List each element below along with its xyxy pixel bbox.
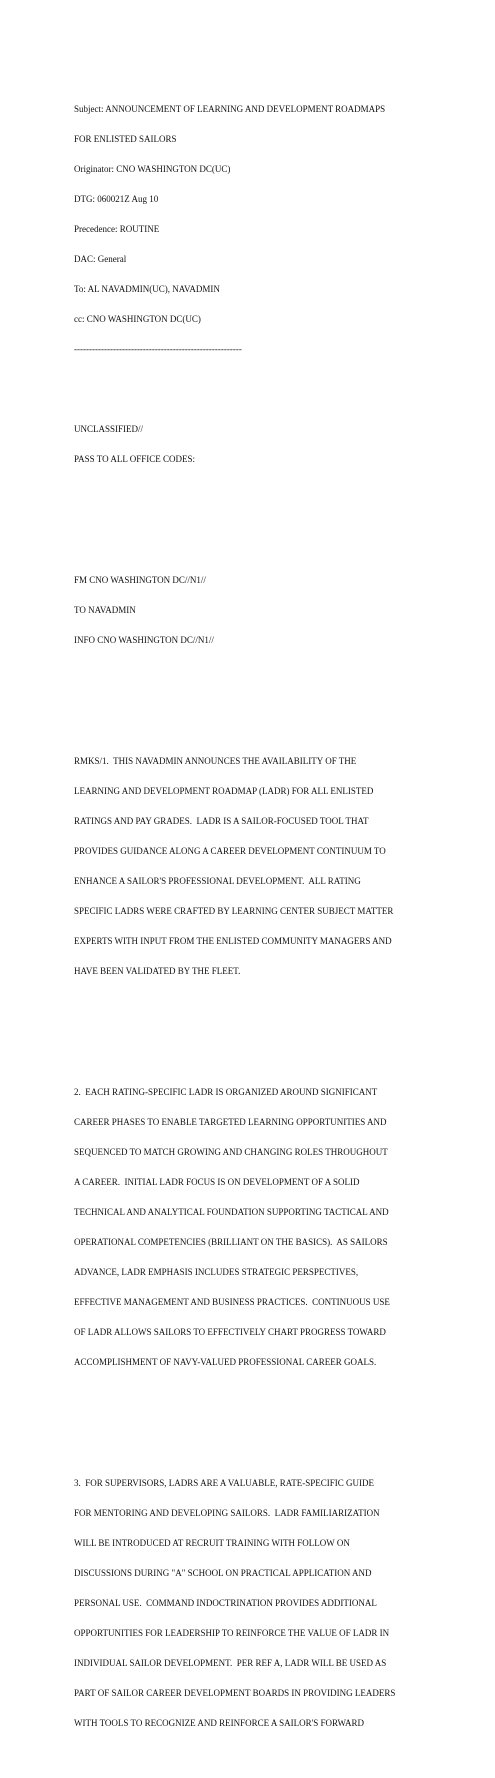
cc-line: cc: CNO WASHINGTON DC(UC): [74, 314, 201, 324]
dac-line: DAC: General: [74, 254, 127, 264]
paragraph-line: ADVANCE, LADR EMPHASIS INCLUDES STRATEGIC PERSPECTIVES,: [74, 1267, 359, 1277]
paragraph-line: INDIVIDUAL SAILOR DEVELOPMENT. PER REF A, LADR WILL BE USED AS: [74, 1658, 387, 1668]
paragraph-line: EXPERTS WITH INPUT FROM THE ENLISTED COMMUNITY MANAGERS AND: [74, 936, 392, 946]
to-line: To: AL NAVADMIN(UC), NAVADMIN: [74, 284, 220, 294]
routing-from: FM CNO WASHINGTON DC//N1//: [74, 575, 206, 585]
paragraph-line: RATINGS AND PAY GRADES. LADR IS A SAILOR-FOCUSED TOOL THAT: [74, 816, 369, 826]
paragraph-line: WILL BE INTRODUCED AT RECRUIT TRAINING WITH FOLLOW ON: [74, 1538, 350, 1548]
precedence-line: Precedence: ROUTINE: [74, 224, 160, 234]
dtg-line: DTG: 060021Z Aug 10: [74, 194, 159, 204]
subject-line-1: Subject: ANNOUNCEMENT OF LEARNING AND DEVELOPMENT ROADMAPS: [74, 104, 386, 114]
paragraph-line: FOR MENTORING AND DEVELOPING SAILORS. LADR FAMILIARIZATION: [74, 1508, 380, 1518]
spacer: [74, 695, 486, 706]
pass-to-line: PASS TO ALL OFFICE CODES:: [74, 454, 196, 464]
paragraph-line: OF LADR ALLOWS SAILORS TO EFFECTIVELY CHART PROGRESS TOWARD: [74, 1327, 386, 1337]
classification-block: [74, 404, 486, 484]
paragraph-line: OPERATIONAL COMPETENCIES (BRILLIANT ON THE BASICS). AS SAILORS: [74, 1237, 388, 1247]
paragraph-line: DISCUSSIONS DURING "A" SCHOOL ON PRACTICAL APPLICATION AND: [74, 1568, 372, 1578]
routing-info: INFO CNO WASHINGTON DC//N1//: [74, 635, 214, 645]
paragraph-line: PERSONAL USE. COMMAND INDOCTRINATION PROVIDES ADDITIONAL: [74, 1598, 377, 1608]
paragraph-line: PROVIDES GUIDANCE ALONG A CAREER DEVELOPMENT CONTINUUM TO: [74, 846, 386, 856]
paragraph-3: [74, 1458, 486, 1748]
paragraph-line: ENHANCE A SAILOR'S PROFESSIONAL DEVELOPMENT. ALL RATING: [74, 876, 361, 886]
paragraph-line: ACCOMPLISHMENT OF NAVY-VALUED PROFESSIONAL CAREER GOALS.: [74, 1357, 377, 1367]
routing-block: [74, 555, 486, 665]
routing-to: TO NAVADMIN: [74, 605, 136, 615]
paragraph-line: RMKS/1. THIS NAVADMIN ANNOUNCES THE AVAILABILITY OF THE: [74, 756, 357, 766]
classification-line: UNCLASSIFIED//: [74, 424, 144, 434]
paragraph-line: HAVE BEEN VALIDATED BY THE FLEET.: [74, 966, 241, 976]
message-header: [74, 84, 486, 374]
paragraph-line: A CAREER. INITIAL LADR FOCUS IS ON DEVELOPMENT OF A SOLID: [74, 1177, 360, 1187]
paragraph-line: OPPORTUNITIES FOR LEADERSHIP TO REINFORCE THE VALUE OF LADR IN: [74, 1628, 390, 1638]
spacer: [74, 1026, 486, 1037]
subject-line-2: FOR ENLISTED SAILORS: [74, 134, 177, 144]
paragraph-line: SPECIFIC LADRS WERE CRAFTED BY LEARNING CENTER SUBJECT MATTER: [74, 906, 394, 916]
paragraph-line: TECHNICAL AND ANALYTICAL FOUNDATION SUPPORTING TACTICAL AND: [74, 1207, 389, 1217]
paragraph-line: PART OF SAILOR CAREER DEVELOPMENT BOARDS IN PROVIDING LEADERS: [74, 1688, 396, 1698]
originator-line: Originator: CNO WASHINGTON DC(UC): [74, 164, 231, 174]
navadmin-message: [74, 54, 486, 1778]
paragraph-line: SEQUENCED TO MATCH GROWING AND CHANGING ROLES THROUGHOUT: [74, 1147, 388, 1157]
paragraph-line: WITH TOOLS TO RECOGNIZE AND REINFORCE A SAILOR'S FORWARD: [74, 1718, 364, 1728]
paragraph-line: 3. FOR SUPERVISORS, LADRS ARE A VALUABLE, RATE-SPECIFIC GUIDE: [74, 1478, 374, 1488]
paragraph-2: [74, 1067, 486, 1387]
spacer: [74, 514, 486, 525]
spacer: [74, 1417, 486, 1428]
header-divider: --------------------------------------------------------: [74, 344, 242, 354]
paragraph-line: LEARNING AND DEVELOPMENT ROADMAP (LADR) FOR ALL ENLISTED: [74, 786, 374, 796]
paragraph-1: [74, 736, 486, 996]
paragraph-line: 2. EACH RATING-SPECIFIC LADR IS ORGANIZED AROUND SIGNIFICANT: [74, 1087, 378, 1097]
paragraph-line: EFFECTIVE MANAGEMENT AND BUSINESS PRACTICES. CONTINUOUS USE: [74, 1297, 390, 1307]
paragraph-line: CAREER PHASES TO ENABLE TARGETED LEARNING OPPORTUNITIES AND: [74, 1117, 387, 1127]
